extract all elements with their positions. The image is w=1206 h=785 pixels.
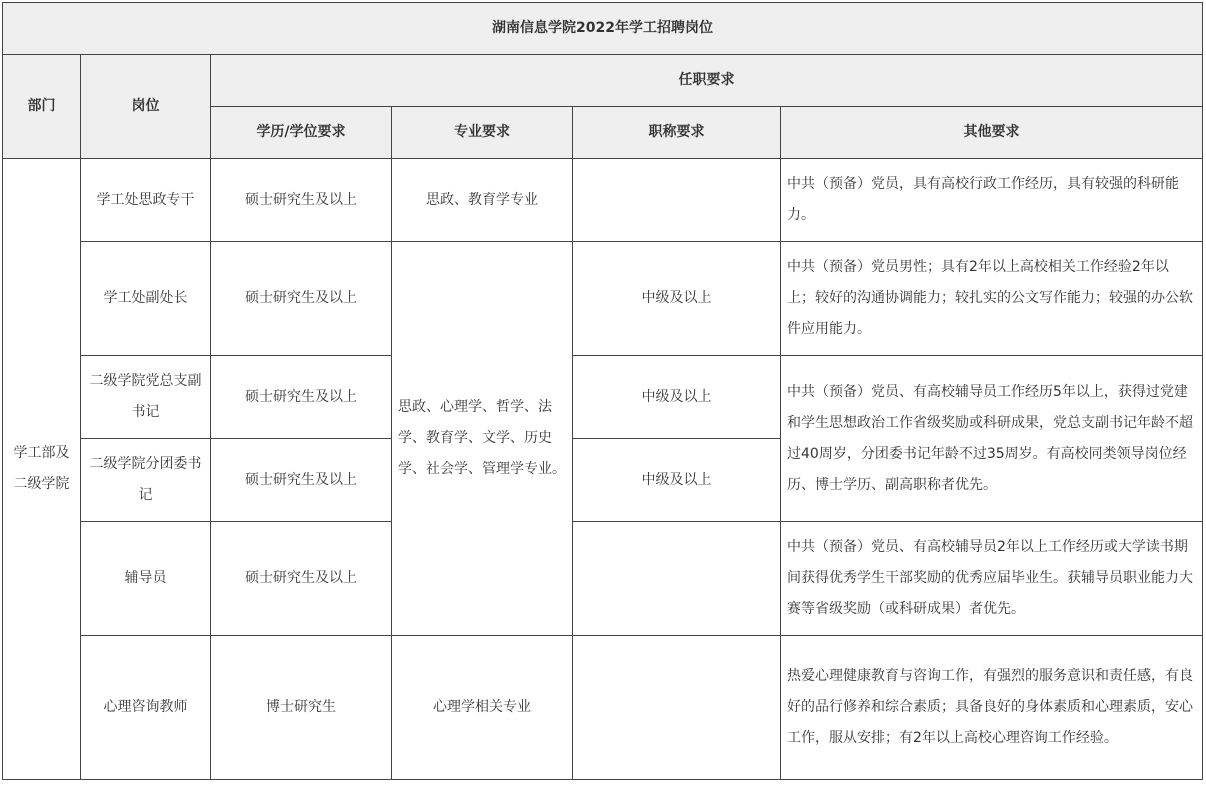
department-cell: 学工部及二级学院 (3, 159, 81, 780)
table-row (3, 636, 1203, 780)
table-title: 湖南信息学院2022年学工招聘岗位 (3, 3, 1203, 55)
shared-other-requirements-cell: 中共（预备）党员、有高校辅导员工作经历5年以上，获得过党建和学生思想政治工作省级奖励或科研成果，党总支副书记年龄不超过40周岁，分团委书记年龄不过35周岁。有高校同类领导岗位经历、博士学历、副高职称者优先。 (781, 356, 1203, 522)
education-cell: 硕士研究生及以上 (211, 356, 392, 439)
education-cell: 硕士研究生及以上 (211, 159, 392, 242)
position-cell: 二级学院党总支副书记 (81, 356, 211, 439)
position-cell: 心理咨询教师 (81, 636, 211, 780)
title-rank-cell: 中级及以上 (573, 242, 781, 356)
position-cell: 辅导员 (81, 522, 211, 636)
table-row (3, 242, 1203, 356)
position-cell: 学工处思政专干 (81, 159, 211, 242)
education-cell: 硕士研究生及以上 (211, 439, 392, 522)
education-cell: 博士研究生 (211, 636, 392, 780)
header-education: 学历/学位要求 (211, 107, 392, 159)
position-cell: 二级学院分团委书记 (81, 439, 211, 522)
title-rank-cell (573, 636, 781, 780)
header-major: 专业要求 (392, 107, 573, 159)
major-cell: 心理学相关专业 (392, 636, 573, 780)
title-rank-cell (573, 522, 781, 636)
header-other: 其他要求 (781, 107, 1203, 159)
education-cell: 硕士研究生及以上 (211, 522, 392, 636)
other-requirements-cell: 热爱心理健康教育与咨询工作，有强烈的服务意识和责任感，有良好的品行修养和综合素质；具备良好的身体素质和心理素质，安心工作，服从安排；有2年以上高校心理咨询工作经验。 (781, 636, 1203, 780)
header-requirements: 任职要求 (211, 55, 1203, 107)
title-rank-cell: 中级及以上 (573, 439, 781, 522)
title-rank-cell: 中级及以上 (573, 356, 781, 439)
education-cell: 硕士研究生及以上 (211, 242, 392, 356)
header-department: 部门 (3, 55, 81, 159)
table-row (3, 159, 1203, 242)
shared-major-cell: 思政、心理学、哲学、法学、教育学、文学、历史学、社会学、管理学专业。 (392, 242, 573, 636)
table-row (3, 522, 1203, 636)
recruitment-table (2, 2, 1203, 780)
table-row (3, 356, 1203, 439)
header-position: 岗位 (81, 55, 211, 159)
other-requirements-cell: 中共（预备）党员、有高校辅导员2年以上工作经历或大学读书期间获得优秀学生干部奖励的优秀应届毕业生。获辅导员职业能力大赛等省级奖励（或科研成果）者优先。 (781, 522, 1203, 636)
other-requirements-cell: 中共（预备）党员，具有高校行政工作经历，具有较强的科研能力。 (781, 159, 1203, 242)
major-cell: 思政、教育学专业 (392, 159, 573, 242)
other-requirements-cell: 中共（预备）党员男性；具有2年以上高校相关工作经验2年以上；较好的沟通协调能力；较扎实的公文写作能力；较强的办公软件应用能力。 (781, 242, 1203, 356)
header-title-rank: 职称要求 (573, 107, 781, 159)
title-rank-cell (573, 159, 781, 242)
position-cell: 学工处副处长 (81, 242, 211, 356)
